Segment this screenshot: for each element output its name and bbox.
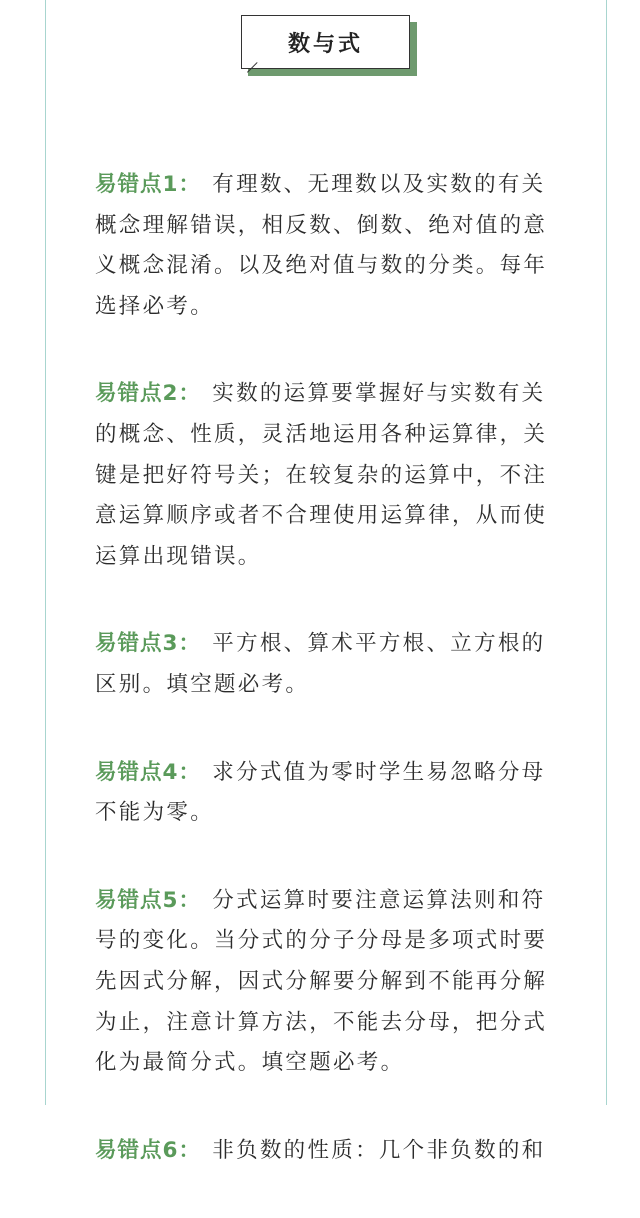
error-point-item xyxy=(95,881,565,1084)
error-point-label: 易错点4 xyxy=(95,759,179,785)
label-colon: ： xyxy=(178,381,203,407)
error-point-text: 非负数的性质：几个非负数的和 xyxy=(212,1137,546,1163)
error-point-label: 易错点5 xyxy=(95,887,179,913)
error-point-label: 易错点2 xyxy=(95,381,179,407)
error-point-item xyxy=(95,753,565,834)
error-point-item xyxy=(95,624,565,705)
error-point-label: 易错点3 xyxy=(95,631,179,657)
error-point-text: 分式运算时要注意运算法则和符号的变化。当分式的分子分母是多项式时要先因式分解，因式分解要分解到不能再分解为止，注意计算方法，不能去分母，把分式化为最简分式。填空题必考。 xyxy=(95,887,548,1076)
label-colon: ： xyxy=(178,1137,203,1163)
error-point-item xyxy=(95,1131,565,1172)
error-point-text: 有理数、无理数以及实数的有关概念理解错误，相反数、倒数、绝对值的意义概念混淆。以及绝对值与数的分类。每年选择必考。 xyxy=(95,172,548,319)
label-colon: ： xyxy=(178,172,203,197)
label-colon: ： xyxy=(178,887,203,913)
label-colon: ： xyxy=(178,759,203,785)
error-point-text: 求分式值为零时学生易忽略分母不能为零。 xyxy=(95,759,546,826)
label-colon: ： xyxy=(178,631,203,657)
error-point-text: 实数的运算要掌握好与实数有关的概念、性质，灵活地运用各种运算律，关键是把好符号关；在较复杂的运算中，不注意运算顺序或者不合理使用运算律，从而使运算出现错误。 xyxy=(95,381,548,569)
section-title: 数与式 xyxy=(241,15,410,69)
error-point-label: 易错点1 xyxy=(95,172,179,197)
error-point-item xyxy=(95,165,565,327)
error-point-text: 平方根、算术平方根、立方根的区别。填空题必考。 xyxy=(95,631,546,697)
section-title-badge xyxy=(241,15,417,77)
error-points-list xyxy=(95,165,565,1218)
error-point-item xyxy=(95,374,565,577)
error-point-label: 易错点6 xyxy=(95,1137,179,1163)
